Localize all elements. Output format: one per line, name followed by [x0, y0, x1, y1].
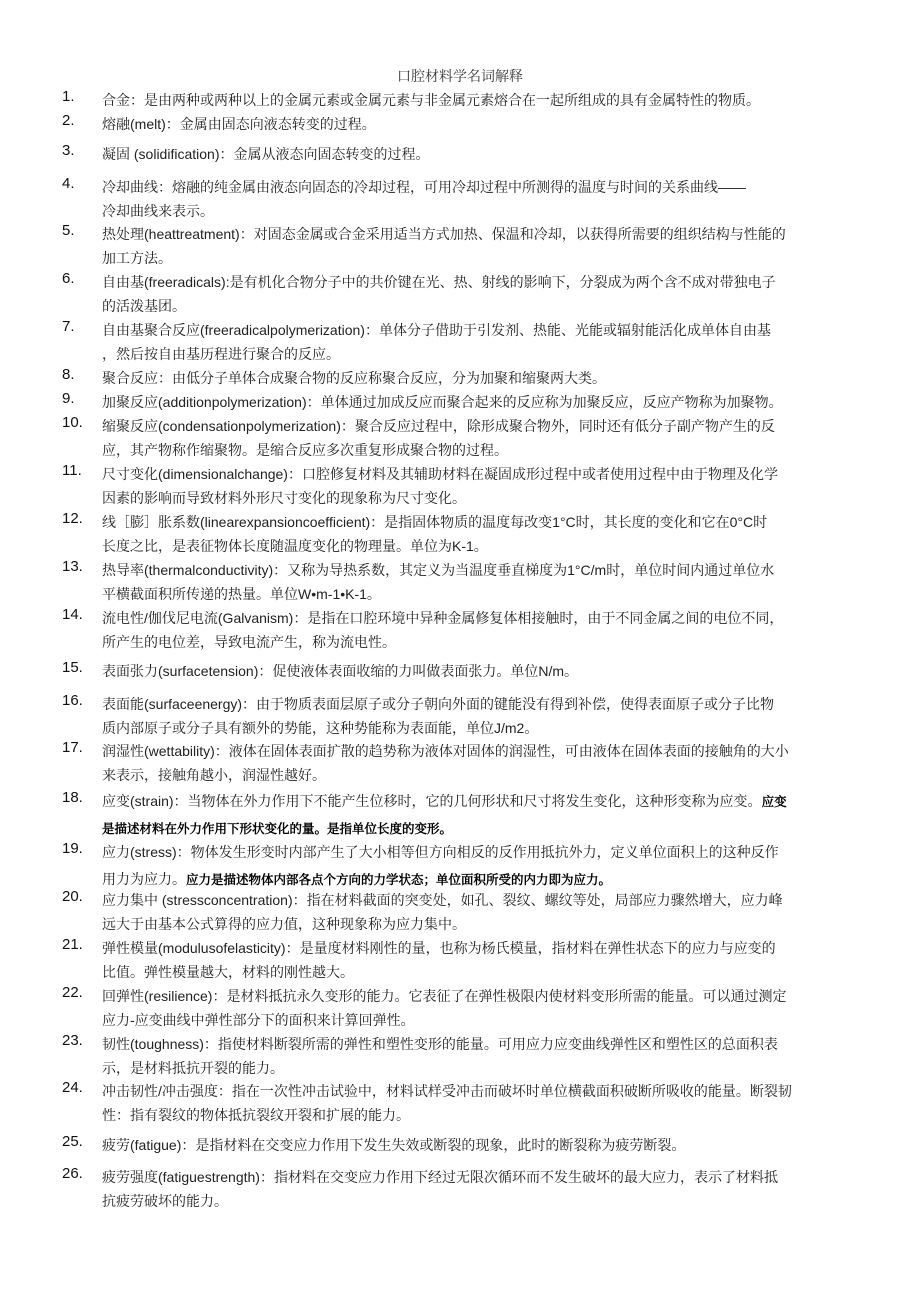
item-number: 6. — [62, 270, 75, 287]
text-line — [102, 912, 872, 936]
item-number: 5. — [62, 222, 75, 239]
item-number: 2. — [62, 112, 75, 129]
text-line — [102, 175, 872, 199]
text-line — [102, 606, 872, 630]
item-number: 21. — [62, 936, 83, 953]
text-line — [102, 1032, 872, 1056]
text-line — [102, 960, 872, 984]
text-line — [102, 1189, 872, 1213]
item-number: 26. — [62, 1165, 83, 1182]
item-number: 8. — [62, 366, 75, 383]
item-text — [102, 984, 872, 1032]
item-number: 13. — [62, 558, 83, 575]
item-number: 3. — [62, 142, 75, 159]
item-number: 9. — [62, 390, 75, 407]
text-line — [102, 438, 872, 462]
item-number: 10. — [62, 414, 83, 431]
text-segment: 的活泼基团。 — [102, 298, 186, 314]
text-line — [102, 294, 872, 318]
text-line — [102, 246, 872, 270]
item-number: 18. — [62, 789, 83, 806]
text-segment: 合金：是由两种或两种以上的金属元素或金属元素与非金属元素熔合在一起所组成的具有金属特性的物质。 — [102, 92, 760, 108]
text-line — [102, 1165, 872, 1189]
item-number: 14. — [62, 606, 83, 623]
item-text — [102, 659, 872, 683]
text-segment: 应力集中 (stressconcentration)：指在材料截面的突变处，如孔、裂纹、螺纹等处，局部应力骤然增大，应力峰 — [102, 892, 783, 908]
text-segment: 表面张力(surfacetension)：促使液体表面收缩的力叫做表面张力。单位N/m。 — [102, 663, 579, 679]
item-text — [102, 366, 872, 390]
item-text — [102, 888, 872, 936]
item-text — [102, 606, 872, 654]
text-line — [102, 462, 872, 486]
text-segment: 性：指有裂纹的物体抵抗裂纹开裂和扩展的能力。 — [102, 1107, 410, 1123]
text-segment: 冲击韧性/冲击强度：指在一次性冲击试验中，材料试样受冲击而破坏时单位横截面积破断所吸收的能量。断裂韧 — [102, 1083, 792, 1099]
text-line — [102, 1133, 872, 1157]
text-segment: 质内部原子或分子具有额外的势能，这种势能称为表面能，单位J/m2。 — [102, 720, 539, 736]
text-line — [102, 270, 872, 294]
text-line — [102, 840, 872, 867]
item-text — [102, 1133, 872, 1157]
item-number: 23. — [62, 1032, 83, 1049]
text-segment: 加工方法。 — [102, 250, 172, 266]
text-segment: 远大于由基本公式算得的应力值，这种现象称为应力集中。 — [102, 916, 466, 932]
item-number: 12. — [62, 510, 83, 527]
text-line — [102, 789, 872, 816]
text-segment: 冷却曲线：熔融的纯金属由液态向固态的冷却过程，可用冷却过程中所测得的温度与时间的关系曲线—— — [102, 179, 746, 195]
item-number: 19. — [62, 840, 83, 857]
text-line — [102, 936, 872, 960]
text-line — [102, 222, 872, 246]
item-number: 24. — [62, 1079, 83, 1096]
item-number: 22. — [62, 984, 83, 1001]
item-number: 7. — [62, 318, 75, 335]
text-line — [102, 142, 872, 166]
text-segment: 平横截面积所传递的热量。单位W•m-1•K-1。 — [102, 586, 381, 602]
text-line — [102, 112, 872, 136]
item-text — [102, 936, 872, 984]
item-number: 25. — [62, 1133, 83, 1150]
text-segment: 缩聚反应(condensationpolymerization)：聚合反应过程中，除形成聚合物外，同时还有低分子副产物产生的反 — [102, 418, 775, 434]
text-segment: ，然后按自由基历程进行聚合的反应。 — [102, 346, 340, 362]
item-text — [102, 739, 872, 787]
text-line — [102, 366, 872, 390]
text-segment: 自由基(freeradicals):是有机化合物分子中的共价键在光、热、射线的影响下，分裂成为两个含不成对带独电子 — [102, 274, 776, 290]
text-segment: 因素的影响而导致材料外形尺寸变化的现象称为尺寸变化。 — [102, 490, 466, 506]
text-segment: 示，是材料抵抗开裂的能力。 — [102, 1060, 284, 1076]
text-line — [102, 1056, 872, 1080]
item-text — [102, 414, 872, 462]
text-segment: 应，其产物称作缩聚物。是缩合反应多次重复形成聚合物的过程。 — [102, 442, 508, 458]
text-line — [102, 534, 872, 558]
text-line — [102, 199, 872, 223]
item-number: 15. — [62, 659, 83, 676]
text-segment: 长度之比，是表征物体长度随温度变化的物理量。单位为K-1。 — [102, 538, 488, 554]
item-text — [102, 789, 872, 843]
item-number: 4. — [62, 175, 75, 192]
text-line — [102, 342, 872, 366]
item-number: 16. — [62, 692, 83, 709]
text-segment: 熔融(melt)：金属由固态向液态转变的过程。 — [102, 116, 376, 132]
text-segment: 所产生的电位差，导致电流产生，称为流电性。 — [102, 634, 396, 650]
text-line — [102, 1079, 872, 1103]
text-line — [102, 984, 872, 1008]
text-segment: 回弹性(resilience)：是材料抵抗永久变形的能力。它表征了在弹性极限内使材料变形所需的能量。可以通过测定 — [102, 988, 787, 1004]
text-line — [102, 390, 872, 414]
text-segment: 自由基聚合反应(freeradicalpolymerization)：单体分子借助于引发剂、热能、光能或辐射能活化成单体自由基 — [102, 322, 771, 338]
text-segment: 应变(strain)：当物体在外力作用下不能产生位移时，它的几何形状和尺寸将发生变化，这种形变称为应变。 — [102, 793, 762, 809]
item-text — [102, 510, 872, 558]
item-text — [102, 222, 872, 270]
text-line — [102, 692, 872, 716]
item-text — [102, 142, 872, 166]
text-segment: 应力-应变曲线中弹性部分下的面积来计算回弹性。 — [102, 1012, 415, 1028]
text-segment: 应力(stress)：物体发生形变时内部产生了大小相等但方向相反的反作用抵抗外力，定义单位面积上的这种反作 — [102, 844, 779, 860]
item-text — [102, 692, 872, 740]
text-segment: 热处理(heattreatment)：对固态金属或合金采用适当方式加热、保温和冷却，以获得所需要的组织结构与性能的 — [102, 226, 786, 242]
item-number: 17. — [62, 739, 83, 756]
item-text — [102, 1079, 872, 1127]
text-line — [102, 716, 872, 740]
item-text — [102, 88, 872, 112]
text-segment: 疲劳强度(fatiguestrength)：指材料在交变应力作用下经过无限次循环而不发生破坏的最大应力，表示了材料抵 — [102, 1169, 778, 1185]
text-line — [102, 1008, 872, 1032]
text-segment: 凝固 (solidification)：金属从液态向固态转变的过程。 — [102, 146, 430, 162]
item-text — [102, 1165, 872, 1213]
item-text — [102, 462, 872, 510]
text-segment: 尺寸变化(dimensionalchange)：口腔修复材料及其辅助材料在凝固成形过程中或者使用过程中由于物理及化学 — [102, 466, 778, 482]
text-segment: 冷却曲线来表示。 — [102, 203, 214, 219]
item-text — [102, 318, 872, 366]
text-segment: 比值。弹性模量越大，材料的刚性越大。 — [102, 964, 354, 980]
text-segment: 疲劳(fatigue)：是指材料在交变应力作用下发生失效或断裂的现象，此时的断裂称为疲劳断裂。 — [102, 1137, 686, 1153]
text-line — [102, 510, 872, 534]
item-text — [102, 390, 872, 414]
text-segment: 流电性/伽伐尼电流(Galvanism)：是指在口腔环境中异种金属修复体相接触时，由于不同金属之间的电位不同， — [102, 610, 784, 626]
text-line — [102, 558, 872, 582]
bold-text-segment: 应变 — [761, 795, 787, 809]
item-text — [102, 840, 872, 894]
bold-text-segment: 是描述材料在外力作用下形状变化的量。是指单位长度的变形。 — [102, 822, 453, 836]
text-line — [102, 582, 872, 606]
item-text — [102, 558, 872, 606]
text-line — [102, 888, 872, 912]
text-segment: 用力为应力。 — [102, 871, 186, 887]
text-line — [102, 739, 872, 763]
text-line — [102, 88, 872, 112]
text-line — [102, 763, 872, 787]
item-text — [102, 270, 872, 318]
text-line — [102, 318, 872, 342]
text-line — [102, 1103, 872, 1127]
item-number: 11. — [62, 462, 82, 479]
text-segment: 弹性模量(modulusofelasticity)：是量度材料刚性的量，也称为杨氏模量，指材料在弹性状态下的应力与应变的 — [102, 940, 776, 956]
text-segment: 韧性(toughness)：指使材料断裂所需的弹性和塑性变形的能量。可用应力应变曲线弹性区和塑性区的总面积表 — [102, 1036, 778, 1052]
item-number: 1. — [62, 88, 75, 105]
text-segment: 表面能(surfaceenergy)：由于物质表面层原子或分子朝向外面的键能没有得到补偿，使得表面原子或分子比物 — [102, 696, 775, 712]
text-line — [102, 414, 872, 438]
text-segment: 加聚反应(additionpolymerization)：单体通过加成反应而聚合起来的反应称为加聚反应，反应产物称为加聚物。 — [102, 394, 783, 410]
text-segment: 润湿性(wettability)：液体在固体表面扩散的趋势称为液体对固体的润湿性，可由液体在固体表面的接触角的大小 — [102, 743, 789, 759]
text-line — [102, 630, 872, 654]
text-segment: 热导率(thermalconductivity)：又称为导热系数，其定义为当温度垂直梯度为1°C/m时，单位时间内通过单位水 — [102, 562, 775, 578]
item-number: 20. — [62, 888, 83, 905]
text-segment: 抗疲劳破坏的能力。 — [102, 1193, 228, 1209]
item-text — [102, 175, 872, 223]
text-segment: 来表示，接触角越小，润湿性越好。 — [102, 767, 326, 783]
item-text — [102, 1032, 872, 1080]
text-line — [102, 659, 872, 683]
text-line — [102, 816, 872, 843]
item-text — [102, 112, 872, 136]
text-segment: 聚合反应：由低分子单体合成聚合物的反应称聚合反应，分为加聚和缩聚两大类。 — [102, 370, 606, 386]
text-line — [102, 486, 872, 510]
document-title: 口腔材料学名词解释 — [397, 68, 523, 84]
text-segment: 线［膨］胀系数(linearexpansioncoefficient)：是指固体物质的温度每改变1°C时，其长度的变化和它在0°C时 — [102, 514, 768, 530]
bold-text-segment: 应力是描述物体内部各点个方向的力学状态；单位面积所受的内力即为应力。 — [186, 873, 612, 887]
